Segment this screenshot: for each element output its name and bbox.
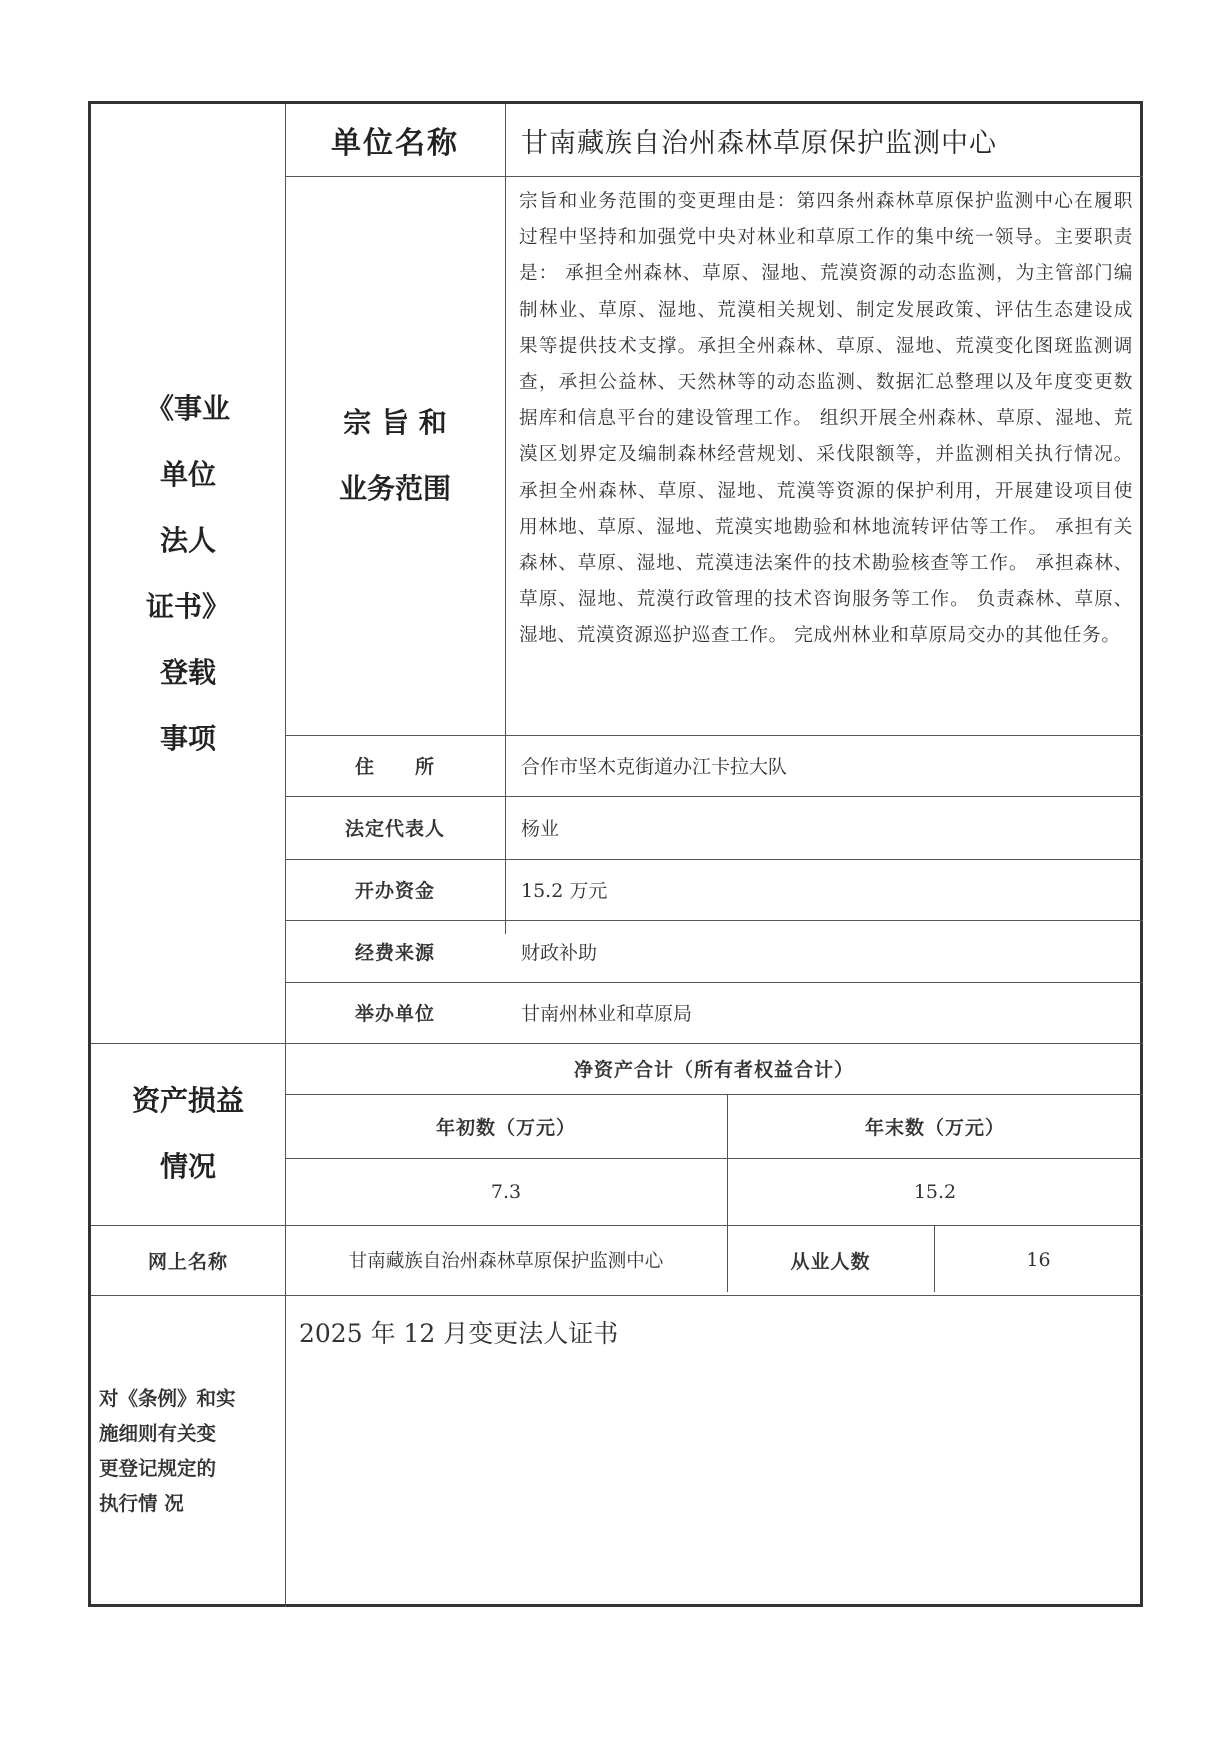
section-assets-label-line: 资产损益: [131, 1084, 244, 1117]
registration-form-table: [88, 101, 1143, 1607]
legal-representative-label: 法定代表人: [344, 818, 445, 840]
startup-capital-value: 15.2 万元: [521, 880, 608, 902]
compliance-label-line: 更登记规定的: [99, 1457, 217, 1480]
sponsor-unit-label: 举办单位: [354, 1003, 435, 1025]
section-registration-label-line: 登载: [159, 655, 216, 689]
online-name-value: 甘南藏族自治州森林草原保护监测中心: [348, 1251, 664, 1272]
compliance-label-line: 对《条例》和实: [99, 1387, 236, 1410]
scope-label-line: 业务范围: [338, 471, 451, 505]
section-registration-label-line: 单位: [159, 457, 216, 491]
year-start-value: 7.3: [490, 1180, 522, 1203]
section-registration-label: [91, 104, 285, 1043]
compliance-label-line: 执行情 况: [99, 1492, 184, 1515]
scope-label: [285, 176, 505, 735]
staff-count-value: 16: [1026, 1249, 1051, 1271]
startup-capital-label: 开办资金: [354, 880, 435, 902]
section-registration-label-line: 证书》: [145, 589, 230, 623]
residence-label: 住 所: [354, 756, 435, 778]
compliance-label-line: 施细则有关变: [99, 1422, 217, 1445]
divider-col1-bottom: [285, 1292, 286, 1607]
section-registration-label-line: 法人: [159, 523, 216, 557]
net-assets-header: 净资产合计（所有者权益合计）: [573, 1059, 854, 1081]
compliance-label: [91, 1295, 285, 1607]
section-registration-label-line: 事项: [159, 721, 216, 755]
sponsor-unit-value: 甘南州林业和草原局: [521, 1003, 693, 1025]
scope-label-line: 宗 旨 和: [343, 405, 447, 439]
unit-name-value: 甘南藏族自治州森林草原保护监测中心: [521, 127, 997, 159]
funding-source-value: 财政补助: [521, 941, 598, 964]
unit-name-label: 单位名称: [331, 126, 459, 161]
legal-representative-value: 杨业: [521, 818, 560, 840]
section-assets-label: [91, 1043, 285, 1225]
year-end-header: 年末数（万元）: [864, 1116, 1005, 1139]
section-assets-label-line: 情况: [159, 1150, 216, 1183]
section-registration-label-line: 《事业: [145, 391, 230, 425]
funding-source-label: 经费来源: [354, 941, 435, 964]
year-start-header: 年初数（万元）: [435, 1116, 576, 1139]
scope-text: 宗旨和业务范围的变更理由是：第四条州森林草原保护监测中心在履职过程中坚持和加强党中央对林业和草原工作的集中统一领导。主要职责是： 承担全州森林、草原、湿地、荒漠资源的动态监测，为主管部门编制林业、草原、湿地、荒漠相关规划、制定发展政策、评估生态建设成果等提供技术支撑。承担全州森林、草原、湿地、荒漠变化图斑监测调查，承担公益林、天然林等的动态监测、数据汇总整理以及年度变更数据库和信息平台的建设管理工作。 组织开展全州森林、草原、湿地、荒漠区划界定及编制森林经营规划、采伐限额等，并监测相关执行情况。 承担全州森林、草原、湿地、荒漠等资源的保护利用，开展建设项目使用林地、草原、湿地、荒漠实地勘验和林地流转评估等工作。 承担有关森林、草原、湿地、荒漠违法案件的技术勘验核查等工作。 承担森林、草原、湿地、荒漠行政管理的技术咨询服务等工作。 负责森林、草原、湿地、荒漠资源巡护巡查工作。 完成州林业和草原局交办的其他任务。: [519, 191, 1133, 647]
staff-count-label: 从业人数: [790, 1250, 871, 1273]
year-end-value: 15.2: [913, 1180, 957, 1203]
online-name-label: 网上名称: [147, 1250, 228, 1273]
residence-value: 合作市坚木克街道办江卡拉大队: [521, 756, 788, 778]
compliance-value: 2025 年 12 月变更法人证书: [299, 1319, 619, 1348]
